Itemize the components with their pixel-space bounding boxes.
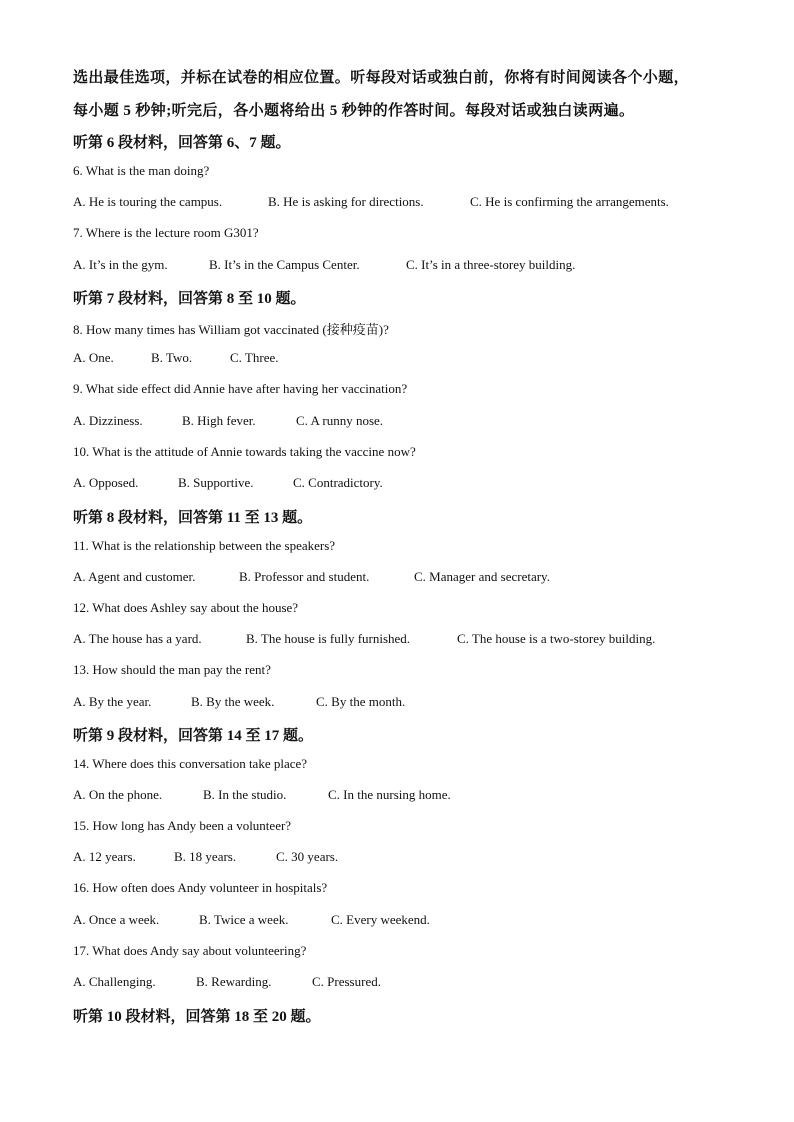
- option-b: B. It’s in the Campus Center.: [209, 257, 360, 272]
- option-b: B. High fever.: [182, 413, 256, 428]
- option-b: B. In the studio.: [203, 787, 287, 802]
- option-a: A. He is touring the campus.: [73, 194, 223, 209]
- option-c: C. Contradictory.: [293, 475, 383, 490]
- option-c: C. Three.: [230, 350, 279, 365]
- question-10: 10. What is the attitude of Annie towards taking the vaccine now?: [73, 444, 416, 459]
- option-c: C. Pressured.: [312, 974, 381, 989]
- option-a: A. The house has a yard.: [73, 631, 202, 646]
- option-a: A. 12 years.: [73, 849, 136, 864]
- question-12: 12. What does Ashley say about the house?: [73, 600, 299, 615]
- option-a: A. By the year.: [73, 694, 152, 709]
- option-b: B. 18 years.: [174, 849, 237, 864]
- question-16: 16. How often does Andy volunteer in hospitals?: [73, 880, 328, 895]
- option-b: B. Two.: [151, 350, 193, 365]
- option-a: A. Once a week.: [73, 912, 160, 927]
- option-a: A. Challenging.: [73, 974, 156, 989]
- option-c: C. He is confirming the arrangements.: [470, 194, 669, 209]
- option-c: C. 30 years.: [276, 849, 339, 864]
- question-14: 14. Where does this conversation take place?: [73, 756, 308, 771]
- option-b: B. Supportive.: [178, 475, 254, 490]
- option-c: C. It’s in a three-storey building.: [406, 257, 576, 272]
- option-b: B. He is asking for directions.: [268, 194, 424, 209]
- option-a: A. It’s in the gym.: [73, 257, 168, 272]
- option-a: A. On the phone.: [73, 787, 163, 802]
- question-11: 11. What is the relationship between the speakers?: [73, 538, 336, 553]
- question-15: 15. How long has Andy been a volunteer?: [73, 818, 292, 833]
- section-heading: 听第 9 段材料，回答第 14 至 17 题。: [73, 728, 314, 744]
- section-heading: 听第 8 段材料，回答第 11 至 13 题。: [73, 510, 313, 526]
- option-b: B. Rewarding.: [196, 974, 272, 989]
- question-7: 7. Where is the lecture room G301?: [73, 225, 259, 240]
- option-c: C. A runny nose.: [296, 413, 384, 428]
- option-a: A. Opposed.: [73, 475, 139, 490]
- option-b: B. The house is fully furnished.: [246, 631, 411, 646]
- intro-line-1: 选出最佳选项，并标在试卷的相应位置。听每段对话或独白前，你将有时间阅读各个小题，: [73, 70, 690, 86]
- option-b: B. Professor and student.: [239, 569, 370, 584]
- option-a: A. One.: [73, 350, 114, 365]
- option-a: A. Agent and customer.: [73, 569, 196, 584]
- question-9: 9. What side effect did Annie have after having her vaccination?: [73, 381, 408, 396]
- option-c: C. Manager and secretary.: [414, 569, 550, 584]
- question-17: 17. What does Andy say about volunteering?: [73, 943, 307, 958]
- option-c: C. By the month.: [316, 694, 406, 709]
- option-c: C. In the nursing home.: [328, 787, 451, 802]
- section-heading: 听第 10 段材料，回答第 18 至 20 题。: [73, 1009, 321, 1025]
- option-c: C. Every weekend.: [331, 912, 430, 927]
- option-b: B. Twice a week.: [199, 912, 289, 927]
- section-heading: 听第 6 段材料，回答第 6、7 题。: [73, 135, 291, 151]
- question-6: 6. What is the man doing?: [73, 163, 210, 178]
- section-heading: 听第 7 段材料，回答第 8 至 10 题。: [73, 291, 306, 307]
- option-a: A. Dizziness.: [73, 413, 143, 428]
- option-c: C. The house is a two-storey building.: [457, 631, 656, 646]
- option-b: B. By the week.: [191, 694, 275, 709]
- question-13: 13. How should the man pay the rent?: [73, 662, 271, 677]
- intro-line-2: 每小题 5 秒钟;听完后，各小题将给出 5 秒钟的作答时间。每段对话或独白读两遍。: [73, 103, 635, 119]
- question-8: 8. How many times has William got vaccinated (接种疫苗)?: [73, 322, 389, 337]
